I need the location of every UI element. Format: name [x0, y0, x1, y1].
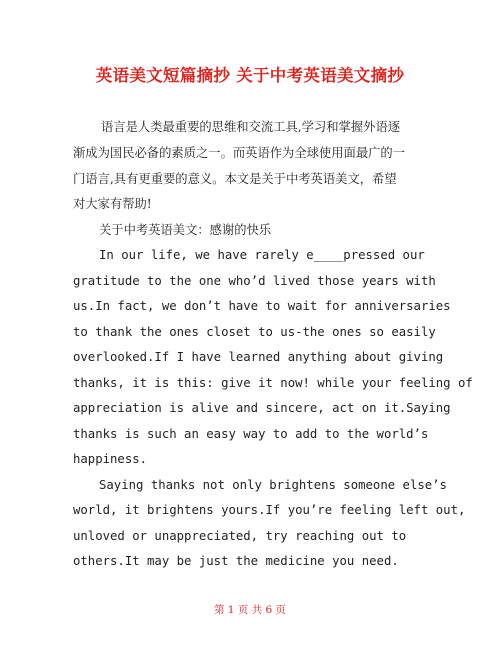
paragraph-line: In our life, we have rarely e____pressed our — [99, 248, 425, 262]
intro-line: 对大家有帮助! — [73, 197, 152, 211]
paragraph-line: appreciation is alive and sincere, act on it.Saying — [73, 401, 451, 415]
paragraph-line: Saying thanks not only brightens someone else’s — [99, 478, 447, 492]
paragraph-line: others.It may be just the medicine you need. — [73, 554, 399, 568]
paragraph-line: thanks is such an easy way to add to the world’s — [73, 427, 429, 441]
paragraph-line: to thank the ones closet to us-the ones so easily — [73, 325, 436, 339]
document-title: 英语美文短篇摘抄 关于中考英语美文摘抄 — [95, 66, 405, 85]
paragraph-line: us.In fact, we don’t have to wait for anniversaries — [73, 299, 451, 313]
section-heading: 关于中考英语美文：感谢的快乐 — [99, 223, 272, 237]
paragraph-line: unloved or unappreciated, try reaching out to — [73, 529, 407, 543]
intro-line: 语言是人类最重要的思维和交流工具,学习和掌握外语逐 — [101, 120, 401, 134]
intro-line: 渐成为国民必备的素质之一。而英语作为全球使用面最广的一 — [73, 146, 406, 160]
paragraph-line: world, it brightens yours.If you’re feeling left out, — [73, 503, 466, 517]
paragraph-line: gratitude to the one who’d lived those years with — [73, 274, 436, 288]
page-footer: 第 1 页 共 6 页 — [213, 604, 287, 616]
paragraph-line: thanks, it is this: give it now! while your feeling of — [73, 376, 473, 390]
paragraph-line: overlooked.If I have learned anything about giving — [73, 350, 444, 364]
paragraph-line: happiness. — [73, 452, 148, 466]
intro-line: 门语言,具有更重要的意义。本文是关于中考英语美文，希望 — [73, 172, 397, 186]
